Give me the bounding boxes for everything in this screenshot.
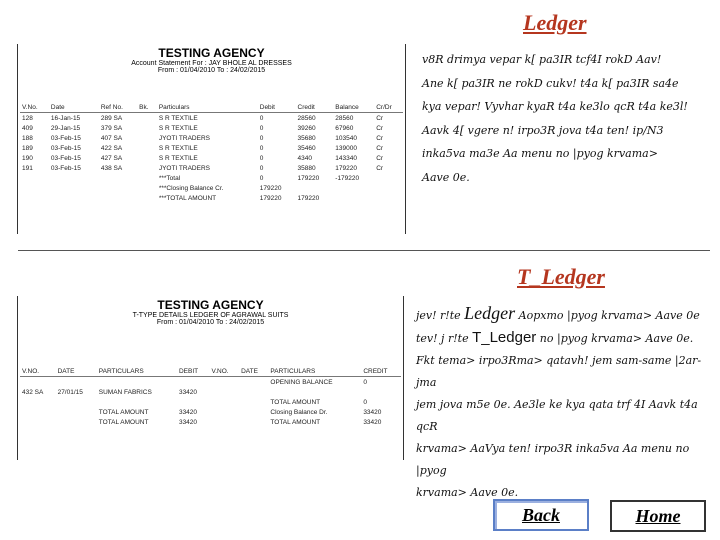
table-header-cell: Balance (333, 102, 374, 113)
table-cell: Cr (376, 164, 384, 172)
table-cell (296, 183, 334, 193)
table-cell: 39260 (297, 124, 316, 132)
table-cell: TOTAL AMOUNT (98, 408, 149, 416)
t-ledger-line2-tledger: T_Ledger (472, 329, 537, 346)
table-cell: 179220 (297, 174, 320, 182)
table-header-cell: Ref No. (99, 102, 137, 113)
ledger-report-image (17, 44, 406, 234)
table-cell: 179220 (259, 184, 282, 192)
table-row (20, 377, 401, 388)
table-cell: 0 (259, 174, 264, 182)
table-cell: 190 (22, 154, 33, 162)
table-cell: 143340 (335, 154, 357, 162)
table-cell: TOTAL AMOUNT (270, 418, 321, 426)
table-cell (137, 173, 157, 183)
table-cell (374, 183, 403, 193)
table-cell: 35680 (297, 134, 316, 142)
table-row (20, 163, 403, 173)
table-row (20, 143, 403, 153)
table-cell: JYOTI TRADERS (158, 134, 210, 142)
table-cell: 179220 (297, 194, 320, 202)
table-header-cell: DEBIT (177, 366, 210, 377)
table-cell (20, 173, 49, 183)
table-header-cell: V.NO. (20, 366, 56, 377)
table-cell: 438 SA (100, 164, 123, 172)
table-header-cell: Credit (296, 102, 334, 113)
table-row (20, 133, 403, 143)
t-ledger-report-subtitle: T-TYPE DETAILS LEDGER OF AGRAWAL SUITS (132, 312, 289, 319)
t-ledger-report-period: From : 01/04/2010 To : 24/02/2015 (156, 319, 265, 326)
table-cell: Closing Balance Dr. (270, 408, 328, 416)
table-cell: 191 (22, 164, 33, 172)
table-cell (137, 193, 157, 203)
table-cell: 0 (259, 154, 264, 162)
table-row (20, 153, 403, 163)
table-cell: S R TEXTILE (158, 114, 198, 122)
table-cell: 179220 (335, 164, 357, 172)
table-cell (49, 183, 99, 193)
table-cell (333, 193, 374, 203)
table-cell: Cr (376, 134, 384, 142)
table-cell (56, 377, 97, 388)
table-header-cell: DATE (56, 366, 97, 377)
table-cell: 03-Feb-15 (50, 134, 81, 142)
table-cell: 16-Jan-15 (50, 114, 81, 122)
table-row (20, 113, 403, 124)
table-cell: ***Closing Balance Cr. (158, 184, 224, 192)
ledger-report-table (20, 102, 403, 203)
table-cell: 33420 (178, 408, 198, 416)
table-cell: 422 SA (100, 144, 123, 152)
table-cell: 03-Feb-15 (50, 164, 81, 172)
table-cell: 0 (259, 164, 264, 172)
table-cell (20, 417, 56, 427)
t-ledger-report-agency: TESTING AGENCY (157, 298, 264, 312)
table-cell: 33420 (178, 388, 198, 396)
t-ledger-line1-ledger: Ledger (464, 303, 516, 323)
table-cell: 289 SA (100, 114, 123, 122)
table-cell (137, 163, 157, 173)
table-cell: 427 SA (100, 154, 123, 162)
ledger-description-line: inka5va ma3e Aa menu no |pyog krvama> (422, 147, 658, 160)
table-header-cell: Date (49, 102, 99, 113)
table-cell (209, 377, 239, 388)
table-cell: 407 SA (100, 134, 123, 142)
table-cell (20, 183, 49, 193)
table-cell: 0 (363, 398, 367, 406)
table-cell (374, 173, 403, 183)
table-cell (137, 153, 157, 163)
table-cell (209, 387, 239, 397)
table-cell: S R TEXTILE (158, 144, 198, 152)
table-cell: Cr (376, 154, 384, 162)
table-row (20, 123, 403, 133)
table-cell (239, 387, 268, 397)
table-cell (20, 407, 56, 417)
t-ledger-report-image (17, 296, 404, 460)
table-cell (97, 377, 177, 388)
table-cell: S R TEXTILE (158, 124, 198, 132)
table-cell (209, 397, 239, 407)
table-cell: TOTAL AMOUNT (98, 418, 149, 426)
table-cell: 29-Jan-15 (50, 124, 81, 132)
table-row (20, 417, 401, 427)
table-cell: 0 (259, 144, 264, 152)
table-cell: 379 SA (100, 124, 123, 132)
table-cell (361, 387, 401, 397)
table-cell: 33420 (363, 408, 382, 416)
table-row (20, 387, 401, 397)
table-header-cell: V.NO. (209, 366, 239, 377)
table-cell: -179220 (335, 174, 360, 182)
table-header-cell: Cr/Dr (374, 102, 403, 113)
table-cell: 409 (22, 124, 33, 132)
t-ledger-description-line2 (416, 327, 712, 350)
t-ledger-description-line: krvama> Aave 0e. (416, 486, 519, 499)
table-cell (99, 173, 137, 183)
table-cell (49, 193, 99, 203)
back-button[interactable]: Back (493, 499, 589, 531)
table-cell (20, 377, 56, 388)
table-cell (20, 193, 49, 203)
ledger-description-line: kya vepar! Vyvhar kyaR t4a ke3lo qcR t4a ke3l! (422, 100, 688, 113)
table-cell: 28560 (335, 114, 354, 122)
table-cell: 28560 (297, 114, 316, 122)
table-cell: 4340 (297, 154, 312, 162)
ledger-description-line: Aavk 4[ vgere n! irpo3R jova t4a ten! ip/N3 (422, 123, 664, 137)
table-cell (99, 193, 137, 203)
table-cell: Cr (376, 114, 384, 122)
table-row (20, 397, 401, 407)
table-cell: TOTAL AMOUNT (270, 398, 321, 406)
ledger-description-line: v8R drimya vepar k[ pa3IR tcf4I rokD Aav! (422, 53, 662, 66)
table-cell (239, 397, 268, 407)
ledger-description-line: Ane k[ pa3IR ne rokD cukv! t4a k[ pa3IR sa4e (422, 76, 679, 90)
table-cell (177, 397, 210, 407)
ledger-description (422, 48, 714, 189)
table-header-row (20, 102, 403, 113)
table-cell (20, 397, 56, 407)
table-cell: 0 (259, 114, 264, 122)
table-cell: 0 (259, 134, 264, 142)
table-cell: S R TEXTILE (158, 154, 198, 162)
table-header-cell: CREDIT (361, 366, 401, 377)
table-cell: 0 (259, 124, 264, 132)
table-cell: 179220 (259, 194, 282, 202)
table-cell (56, 417, 97, 427)
ledger-report-period: From : 01/04/2010 To : 24/02/2015 (157, 67, 266, 74)
table-cell (209, 417, 239, 427)
table-cell (137, 133, 157, 143)
table-cell: 03-Feb-15 (50, 144, 81, 152)
table-cell (56, 397, 97, 407)
ledger-report-subtitle: Account Statement For : JAY BHOLE AL DRESSES (131, 60, 292, 67)
table-cell (97, 397, 177, 407)
table-cell (137, 143, 157, 153)
table-cell: ***TOTAL AMOUNT (158, 194, 217, 202)
ledger-description-line: Aave 0e. (422, 170, 470, 184)
table-cell: 35460 (297, 144, 316, 152)
table-cell (137, 113, 157, 124)
table-cell: 35880 (297, 164, 316, 172)
table-cell: 128 (22, 114, 33, 122)
table-header-cell: PARTICULARS (268, 366, 361, 377)
table-row (20, 173, 403, 183)
t-ledger-description-line: Fkt tema> irpo3Rma> qatavh! jem sam-same |2ar-jma (416, 354, 702, 389)
table-cell (56, 407, 97, 417)
t-ledger-line1-post: Aopxmo |pyog krvama> Aave 0e (518, 309, 700, 322)
table-cell: 103540 (335, 134, 357, 142)
table-header-cell: PARTICULARS (97, 366, 177, 377)
table-cell (239, 377, 268, 388)
table-cell: Cr (376, 144, 384, 152)
t-ledger-description-line1 (416, 302, 712, 327)
table-cell: Cr (376, 124, 384, 132)
ledger-report-agency: TESTING AGENCY (158, 46, 265, 60)
table-row (20, 183, 403, 193)
table-cell: 67960 (335, 124, 354, 132)
table-cell: 33420 (178, 418, 198, 426)
table-cell: ***Total (158, 174, 181, 182)
table-header-cell: Particulars (157, 102, 258, 113)
table-cell: 432 SA (22, 388, 44, 396)
table-cell: SUMAN FABRICS (98, 388, 152, 396)
table-header-cell: Debit (258, 102, 296, 113)
t-ledger-title: T_Ledger (517, 264, 605, 289)
table-cell: 33420 (363, 418, 382, 426)
table-row (20, 407, 401, 417)
table-cell (268, 387, 361, 397)
table-cell (177, 377, 210, 388)
table-cell: 189 (22, 144, 33, 152)
table-cell: 03-Feb-15 (50, 154, 81, 162)
table-header-cell: Bk. (137, 102, 157, 113)
table-header-cell: DATE (239, 366, 268, 377)
t-ledger-description-line: krvama> AaVya ten! irpo3R inka5va Aa menu no |pyog (416, 442, 690, 477)
table-cell (49, 173, 99, 183)
section-divider (18, 250, 710, 251)
table-cell (137, 123, 157, 133)
t-ledger-report-table (20, 366, 401, 427)
t-ledger-description-line: jem jova m5e 0e. Ae3le ke kya qata trf 4I Aavk t4a qcR (416, 398, 698, 433)
home-button[interactable]: Home (610, 500, 706, 532)
table-cell: 27/01/15 (57, 388, 83, 396)
ledger-title: Ledger (523, 10, 587, 35)
table-row (20, 193, 403, 203)
table-cell: 188 (22, 134, 33, 142)
table-header-cell: V.No. (20, 102, 49, 113)
table-cell: 0 (363, 378, 367, 386)
table-cell (333, 183, 374, 193)
table-cell: OPENING BALANCE (270, 378, 333, 386)
table-header-row (20, 366, 401, 377)
t-ledger-description (416, 302, 712, 504)
table-cell (374, 193, 403, 203)
table-cell (239, 417, 268, 427)
table-cell (137, 183, 157, 193)
table-cell (99, 183, 137, 193)
table-cell: 139000 (335, 144, 357, 152)
t-ledger-line2-pre: tev! j r!te (416, 332, 469, 345)
t-ledger-line2-post: no |pyog krvama> Aave 0e. (539, 332, 694, 345)
table-cell: JYOTI TRADERS (158, 164, 210, 172)
t-ledger-line1-pre: jev! r!te (416, 309, 461, 322)
table-cell (209, 407, 239, 417)
table-cell (239, 407, 268, 417)
